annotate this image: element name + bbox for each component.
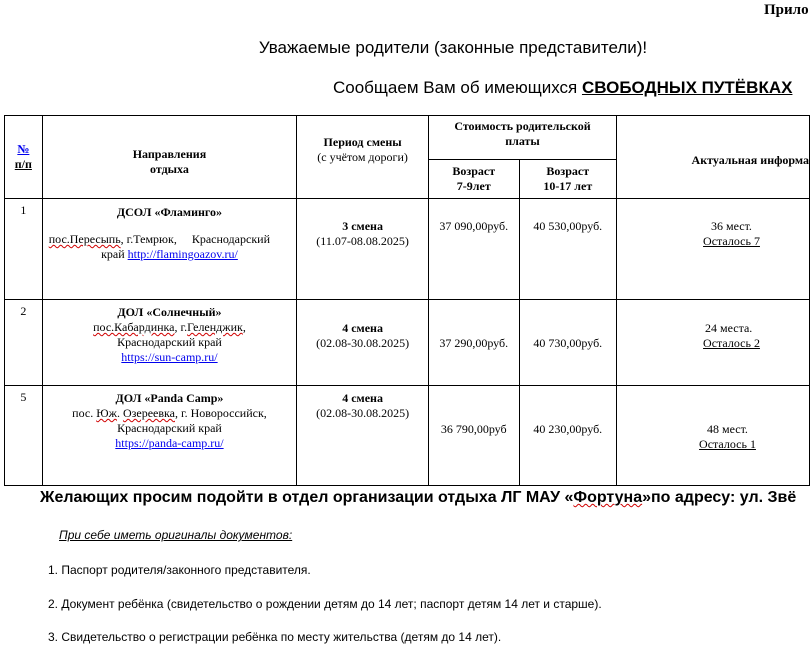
camp-region: Краснодарский край [117, 335, 222, 349]
camp-address-line2: край http://flamingoazov.ru/ [101, 247, 238, 261]
row-period: 4 смена (02.08-30.08.2025) [297, 300, 429, 386]
camp-address: пос.Пересыпь, г.Темрюк, Краснодарский [48, 232, 270, 246]
camp-address: пос. Юж. Озереевка, г. Новороссийск, [72, 406, 267, 420]
request-line: Желающих просим подойти в отдел организации отдыха ЛГ МАУ «Фортуна»по адресу: ул. Звё [40, 489, 797, 506]
camp-name: ДОЛ «Солнечный» [117, 305, 222, 319]
document-item: 3. Свидетельство о регистрации ребёнка по месту жительства (детям до 14 лет). [48, 630, 502, 644]
header-age-7-9: Возраст 7-9лет [428, 160, 519, 199]
header-cost: Стоимость родительской платы [428, 116, 616, 160]
camp-link[interactable]: https://sun-camp.ru/ [121, 350, 218, 364]
row-price-10-17: 40 230,00руб. [519, 386, 617, 486]
row-direction [42, 300, 296, 386]
camp-region: Краснодарский край [117, 421, 222, 435]
row-price-10-17: 40 730,00руб. [519, 300, 617, 386]
org-name: Фортуна [573, 489, 643, 506]
row-direction [42, 386, 296, 486]
inform-line [333, 78, 792, 98]
document-item: 1. Паспорт родителя/законного представителя. [48, 563, 311, 577]
table-row [5, 386, 810, 486]
greeting-heading: Уважаемые родители (законные представители)! [258, 38, 648, 57]
row-availability: 36 мест. Осталось 7 [617, 199, 810, 300]
camp-address: пос.Кабардинка, г.Геленджик, [93, 320, 246, 334]
inform-prefix: Сообщаем Вам об имеющихся [333, 78, 582, 97]
header-age-10-17: Возраст 10-17 лет [519, 160, 617, 199]
inform-emphasis: СВОБОДНЫХ ПУТЁВКАХ [581, 78, 793, 97]
row-direction [42, 199, 296, 300]
row-price-10-17: 40 530,00руб. [519, 199, 617, 300]
header-num: № п/п [5, 116, 43, 199]
row-period: 3 смена (11.07-08.08.2025) [297, 199, 429, 300]
header-info: Актуальная информа [617, 116, 810, 199]
header-direction: Направления отдыха [42, 116, 296, 199]
camp-link[interactable]: https://panda-camp.ru/ [115, 436, 224, 450]
appendix-label: Прило [764, 2, 809, 18]
row-num: 5 [5, 386, 43, 486]
row-price-7-9: 37 290,00руб. [428, 300, 519, 386]
camp-link[interactable]: http://flamingoazov.ru/ [127, 247, 238, 261]
row-num: 2 [5, 300, 43, 386]
row-availability: 24 места. Осталось 2 [617, 300, 810, 386]
vouchers-table [4, 115, 810, 486]
documents-heading: При себе иметь оригиналы документов: [59, 528, 293, 542]
table-row [5, 199, 810, 300]
row-period: 4 смена (02.08-30.08.2025) [297, 386, 429, 486]
table-row [5, 300, 810, 386]
row-num: 1 [5, 199, 43, 300]
document-item: 2. Документ ребёнка (свидетельство о рождении детям до 14 лет; паспорт детям 14 лет и старше). [48, 597, 602, 611]
row-availability: 48 мест. Осталось 1 [617, 386, 810, 486]
row-price-7-9: 37 090,00руб. [428, 199, 519, 300]
camp-name: ДСОЛ «Фламинго» [116, 205, 223, 219]
table-header-row [5, 116, 810, 160]
row-price-7-9: 36 790,00руб [428, 386, 519, 486]
camp-name: ДОЛ «Panda Camp» [115, 391, 224, 405]
header-period: Период смены (с учётом дороги) [297, 116, 429, 199]
